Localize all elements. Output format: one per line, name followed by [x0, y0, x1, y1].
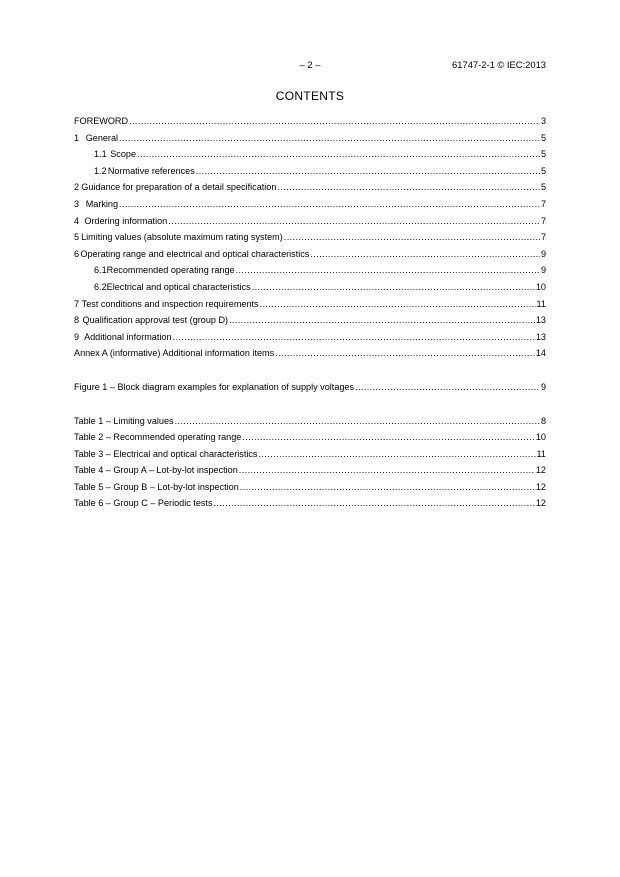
toc-label: Marking [85, 198, 119, 209]
table-page: 11 [536, 448, 546, 459]
table-page: 8 [540, 415, 546, 426]
toc-number: 1.2 [94, 165, 107, 176]
toc-page: 13 [535, 315, 546, 326]
toc-entry-6-2[interactable] [74, 279, 546, 296]
table-entry-4[interactable] [74, 462, 546, 479]
toc-page: 9 [540, 265, 546, 276]
toc-number: 6 [74, 248, 80, 259]
figure-page: 9 [540, 381, 546, 392]
table-label: Table 2 – Recommended operating range [74, 432, 242, 443]
toc-entry-8[interactable] [74, 312, 546, 329]
toc-label: Normative references [107, 165, 195, 176]
toc-label: Test conditions and inspection requirements [81, 298, 259, 309]
table-label: Table 4 – Group A – Lot-by-lot inspection [74, 465, 238, 476]
toc-label: General [85, 132, 119, 143]
toc-page: 7 [540, 215, 546, 226]
toc-page: 5 [540, 182, 546, 193]
table-page: 12 [535, 481, 546, 492]
toc-number: 7 [74, 298, 80, 309]
figure-entry-1[interactable] [74, 379, 546, 396]
table-page: 12 [535, 498, 546, 509]
document-id: 61747-2-1 © IEC:2013 [452, 59, 546, 70]
toc-entry-3[interactable] [74, 196, 546, 213]
toc-page: 5 [540, 165, 546, 176]
toc-label: Qualification approval test (group D) [82, 315, 229, 326]
toc-label: FOREWORD [74, 116, 129, 126]
toc-number: 2 [74, 182, 80, 193]
figure-label: Figure 1 – Block diagram examples for explanation of supply voltages [74, 381, 355, 392]
toc-number: 5 [74, 232, 80, 243]
toc-label: Guidance for preparation of a detail specification [81, 182, 277, 193]
table-label: Table 5 – Group B – Lot-by-lot inspection [74, 481, 239, 492]
page-title: CONTENTS [275, 89, 345, 103]
table-label: Table 6 – Group C – Periodic tests [74, 498, 213, 509]
toc-entry-1-2[interactable] [74, 163, 546, 180]
table-entry-2[interactable] [74, 429, 546, 446]
table-entry-3[interactable] [74, 446, 546, 463]
toc-entry-6[interactable] [74, 246, 546, 263]
toc-page: 7 [540, 198, 546, 209]
toc-entry-1[interactable] [74, 130, 546, 147]
toc-label: Scope [110, 149, 137, 160]
toc-number: 6.2 [94, 281, 107, 292]
toc-number: 4 [74, 215, 80, 226]
table-page: 12 [535, 465, 546, 476]
toc-label: Electrical and optical characteristics [106, 281, 251, 292]
toc-page: 10 [535, 281, 546, 292]
table-label: Table 1 – Limiting values [74, 415, 174, 426]
toc-entry-1-1[interactable] [74, 146, 546, 163]
toc-entry-4[interactable] [74, 213, 546, 230]
table-of-contents [74, 113, 546, 512]
toc-label: Additional information [84, 331, 172, 342]
toc-entry-annex-a[interactable] [74, 345, 546, 362]
toc-label: Annex A (informative) Additional information items [74, 348, 275, 359]
table-entry-5[interactable] [74, 479, 546, 496]
page-number: – 2 – [299, 59, 321, 70]
toc-page: 7 [540, 232, 546, 243]
toc-entry-7[interactable] [74, 296, 546, 313]
toc-number: 1 [74, 132, 80, 143]
toc-page: 5 [540, 149, 546, 160]
page-header [0, 59, 620, 73]
toc-number: 6.1 [94, 265, 107, 276]
toc-entry-2[interactable] [74, 179, 546, 196]
toc-entry-foreword[interactable] [74, 113, 546, 130]
toc-entry-9[interactable] [74, 329, 546, 346]
toc-page: 5 [540, 132, 546, 143]
toc-label: Ordering information [84, 215, 168, 226]
toc-number: 8 [74, 315, 80, 326]
toc-page: 13 [535, 331, 546, 342]
table-entry-6[interactable] [74, 495, 546, 512]
toc-page: 11 [536, 298, 546, 309]
toc-number: 1.1 [94, 149, 107, 160]
toc-entry-5[interactable] [74, 229, 546, 246]
toc-label: Operating range and electrical and optical characteristics [80, 248, 310, 259]
toc-number: 3 [74, 198, 80, 209]
table-page: 10 [535, 432, 546, 443]
toc-page: 9 [540, 248, 546, 259]
toc-page: 14 [535, 348, 546, 359]
table-label: Table 3 – Electrical and optical characteristics [74, 448, 258, 459]
toc-label: Limiting values (absolute maximum rating system) [81, 232, 283, 243]
toc-page: 3 [540, 116, 546, 126]
toc-number: 9 [74, 331, 80, 342]
toc-label: Recommended operating range [106, 265, 235, 276]
table-entry-1[interactable] [74, 413, 546, 430]
toc-entry-6-1[interactable] [74, 262, 546, 279]
